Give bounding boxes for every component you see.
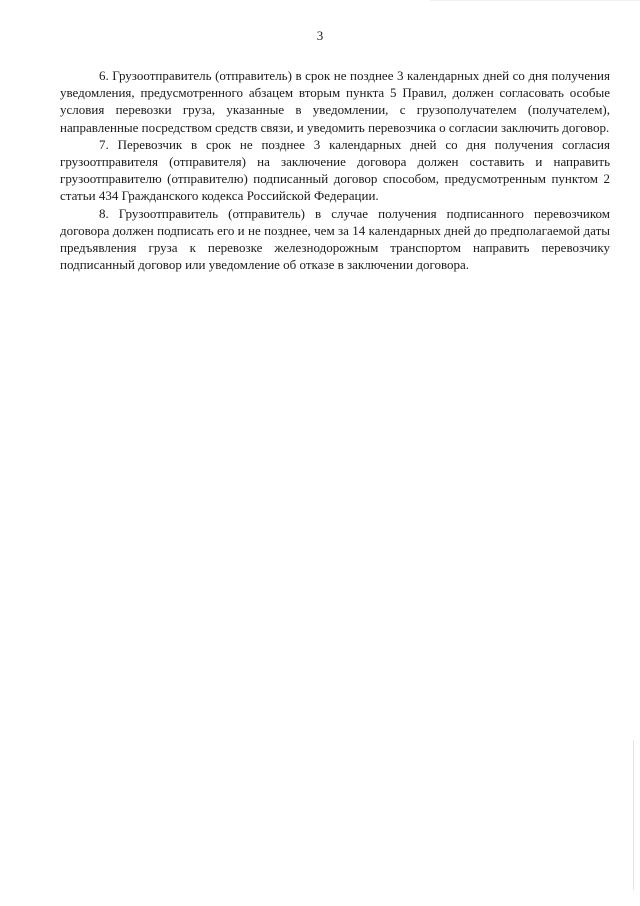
document-body [60,67,610,273]
paragraph-6: 6. Грузоотправитель (отправитель) в срок не позднее 3 календарных дней со дня получения уведомления, предусмотренного абзацем вторым пункта 5 Правил, должен согласовать особые условия перевозки груза, указанные в уведомлении, с грузополучателем (получателем), направленные посредством средств связи, и уведомить перевозчика о согласии заключить договор. [60,68,610,135]
scan-artifact-edge [633,740,634,890]
scan-artifact-top [430,0,640,1]
paragraph-7: 7. Перевозчик в срок не позднее 3 календарных дней со дня получения согласия грузоотправителя (отправителя) на заключение договора должен составить и направить грузоотправителю (отправителю) подписанный договор способом, предусмотренным пунктом 2 статьи 434 Гражданского кодекса Российской Федерации. [60,136,610,204]
page-number: 3 [316,28,324,43]
paragraph-8: 8. Грузоотправитель (отправитель) в случае получения подписанного перевозчиком договора должен подписать его и не позднее, чем за 14 календарных дней до предполагаемой даты предъявления груза к перевозке железнодорожным транспортом направить перевозчику подписанный договор или уведомление об отказе в заключении договора. [60,205,610,273]
